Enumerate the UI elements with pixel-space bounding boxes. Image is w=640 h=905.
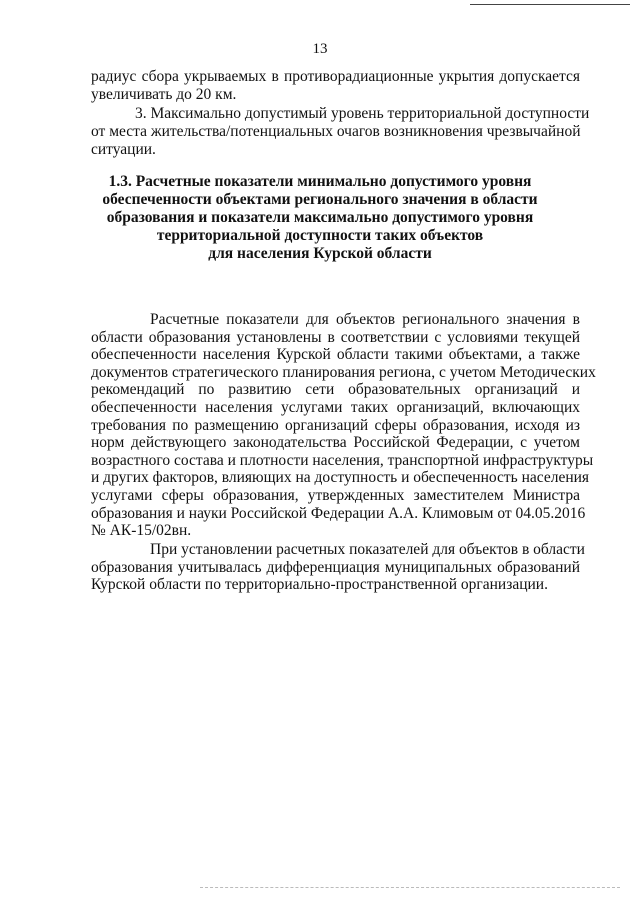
text-line: радиус сбора укрываемых в противорадиационные укрытия допускается — [91, 68, 580, 85]
text-line: услугами сферы образования, утвержденных заместителем Министра — [91, 487, 580, 504]
text-line: увеличивать до 20 км. — [91, 86, 237, 103]
text-line: и других факторов, влияющих на доступность и обеспеченность населения — [91, 469, 590, 487]
heading-line: для населения Курской области — [208, 245, 432, 262]
text-line: № АК-15/02вн. — [91, 522, 192, 540]
text-line: документов стратегического планирования региона, с учетом Методических — [91, 363, 596, 381]
text-line: Расчетные показатели для объектов регионального значения в — [150, 311, 580, 328]
page-number: 13 — [312, 41, 328, 57]
text-line: норм действующего законодательства Российской Федерации, с учетом — [91, 434, 580, 452]
text-line: образования и науки Российской Федерации А.А. Климовым от 04.05.2016 — [91, 504, 586, 522]
text-line: ситуации. — [91, 141, 156, 158]
text-line: 3. Максимально допустимый уровень территориальной доступности — [135, 105, 590, 122]
text-line: области образования установлены в соответствии с условиями текущей — [91, 328, 580, 346]
text-line: обеспеченности населения Курской области такими объектами, а также — [91, 346, 580, 364]
text-line: обеспеченности населения услугами таких организаций, включающих — [91, 399, 580, 416]
scan-edge-line — [470, 4, 630, 5]
heading-line: территориальной доступности таких объектов — [156, 227, 484, 244]
text-line: рекомендаций по развитию сети образовательных организаций и — [91, 381, 580, 399]
text-line: требования по размещению организаций сферы образования, исходя из — [91, 416, 580, 434]
scan-edge-line — [200, 887, 620, 888]
text-line: Курской области по территориально-пространственной организации. — [91, 576, 548, 594]
heading-line: обеспеченности объектами регионального значения в области — [102, 191, 538, 208]
text-line: от места жительства/потенциальных очагов возникновения чрезвычайной — [91, 123, 581, 140]
heading-line: 1.3. Расчетные показатели минимально допустимого уровня — [108, 173, 532, 190]
text-line: При установлении расчетных показателей для объектов в области — [150, 541, 585, 558]
heading-line: образования и показатели максимально допустимого уровня — [106, 209, 534, 226]
text-line: образования учитывалась дифференциация муниципальных образований — [91, 558, 580, 576]
text-line: возрастного состава и плотности населения, транспортной инфраструктуры — [91, 451, 594, 469]
